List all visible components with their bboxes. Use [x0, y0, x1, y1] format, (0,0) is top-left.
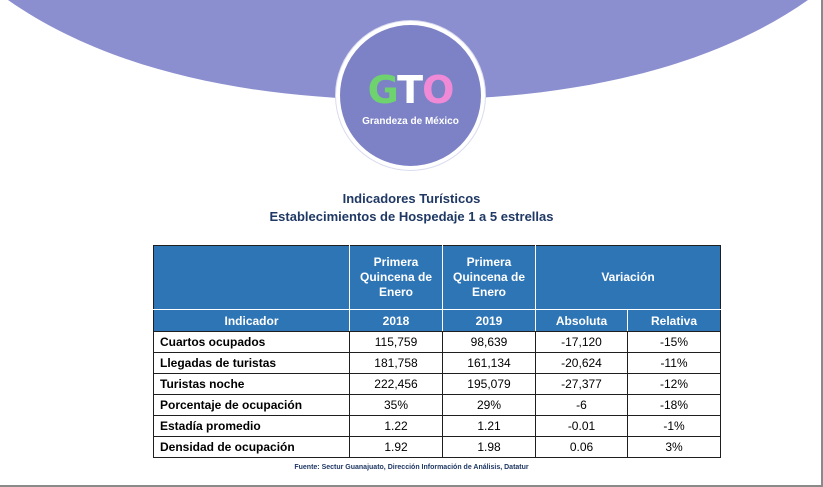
table-header-sub [154, 310, 721, 332]
row-2018: 35% [350, 395, 443, 416]
row-name: Estadía promedio [154, 416, 350, 437]
row-relative: -18% [628, 395, 721, 416]
row-absolute: -17,120 [536, 332, 628, 353]
row-2019: 29% [443, 395, 536, 416]
table-row [154, 353, 721, 374]
row-2019: 195,079 [443, 374, 536, 395]
table-row [154, 332, 721, 353]
logo-wordmark [368, 70, 454, 110]
row-absolute: -20,624 [536, 353, 628, 374]
row-relative: -1% [628, 416, 721, 437]
logo-letter-g: G [367, 68, 398, 112]
indicators-table [153, 245, 721, 458]
row-name: Densidad de ocupación [154, 437, 350, 458]
document-subtitle: Establecimientos de Hospedaje 1 a 5 estrellas [269, 209, 554, 224]
header-blank [154, 246, 350, 310]
header-indicator: Indicador [154, 310, 350, 332]
row-absolute: -27,377 [536, 374, 628, 395]
header-2018: 2018 [350, 310, 443, 332]
gto-logo [336, 21, 485, 170]
header-variation: Variación [536, 246, 721, 310]
row-2018: 1.22 [350, 416, 443, 437]
table-header-top [154, 246, 721, 310]
row-2018: 181,758 [350, 353, 443, 374]
row-2019: 1.21 [443, 416, 536, 437]
logo-tagline: Grandeza de México [362, 116, 459, 127]
logo-letter-o: O [422, 68, 454, 112]
row-relative: -12% [628, 374, 721, 395]
table-row [154, 374, 721, 395]
row-2018: 115,759 [350, 332, 443, 353]
row-2018: 222,456 [350, 374, 443, 395]
header-period-2019: Primera Quincena de Enero [443, 246, 536, 310]
header-period-2018: Primera Quincena de Enero [350, 246, 443, 310]
source-note: Fuente: Sectur Guanajuato, Dirección Información de Análisis, Datatur [294, 464, 529, 471]
row-name: Turistas noche [154, 374, 350, 395]
header-absolute: Absoluta [536, 310, 628, 332]
row-relative: -15% [628, 332, 721, 353]
row-2019: 1.98 [443, 437, 536, 458]
row-absolute: -6 [536, 395, 628, 416]
header-relative: Relativa [628, 310, 721, 332]
table-row [154, 416, 721, 437]
logo-letter-t: T [397, 68, 423, 112]
row-2019: 98,639 [443, 332, 536, 353]
header-2019: 2019 [443, 310, 536, 332]
row-2018: 1.92 [350, 437, 443, 458]
row-relative: 3% [628, 437, 721, 458]
row-name: Cuartos ocupados [154, 332, 350, 353]
row-name: Llegadas de turistas [154, 353, 350, 374]
row-relative: -11% [628, 353, 721, 374]
document-title: Indicadores Turísticos [342, 191, 481, 206]
row-absolute: 0.06 [536, 437, 628, 458]
row-name: Porcentaje de ocupación [154, 395, 350, 416]
row-2019: 161,134 [443, 353, 536, 374]
table-row [154, 395, 721, 416]
table-row [154, 437, 721, 458]
row-absolute: -0.01 [536, 416, 628, 437]
